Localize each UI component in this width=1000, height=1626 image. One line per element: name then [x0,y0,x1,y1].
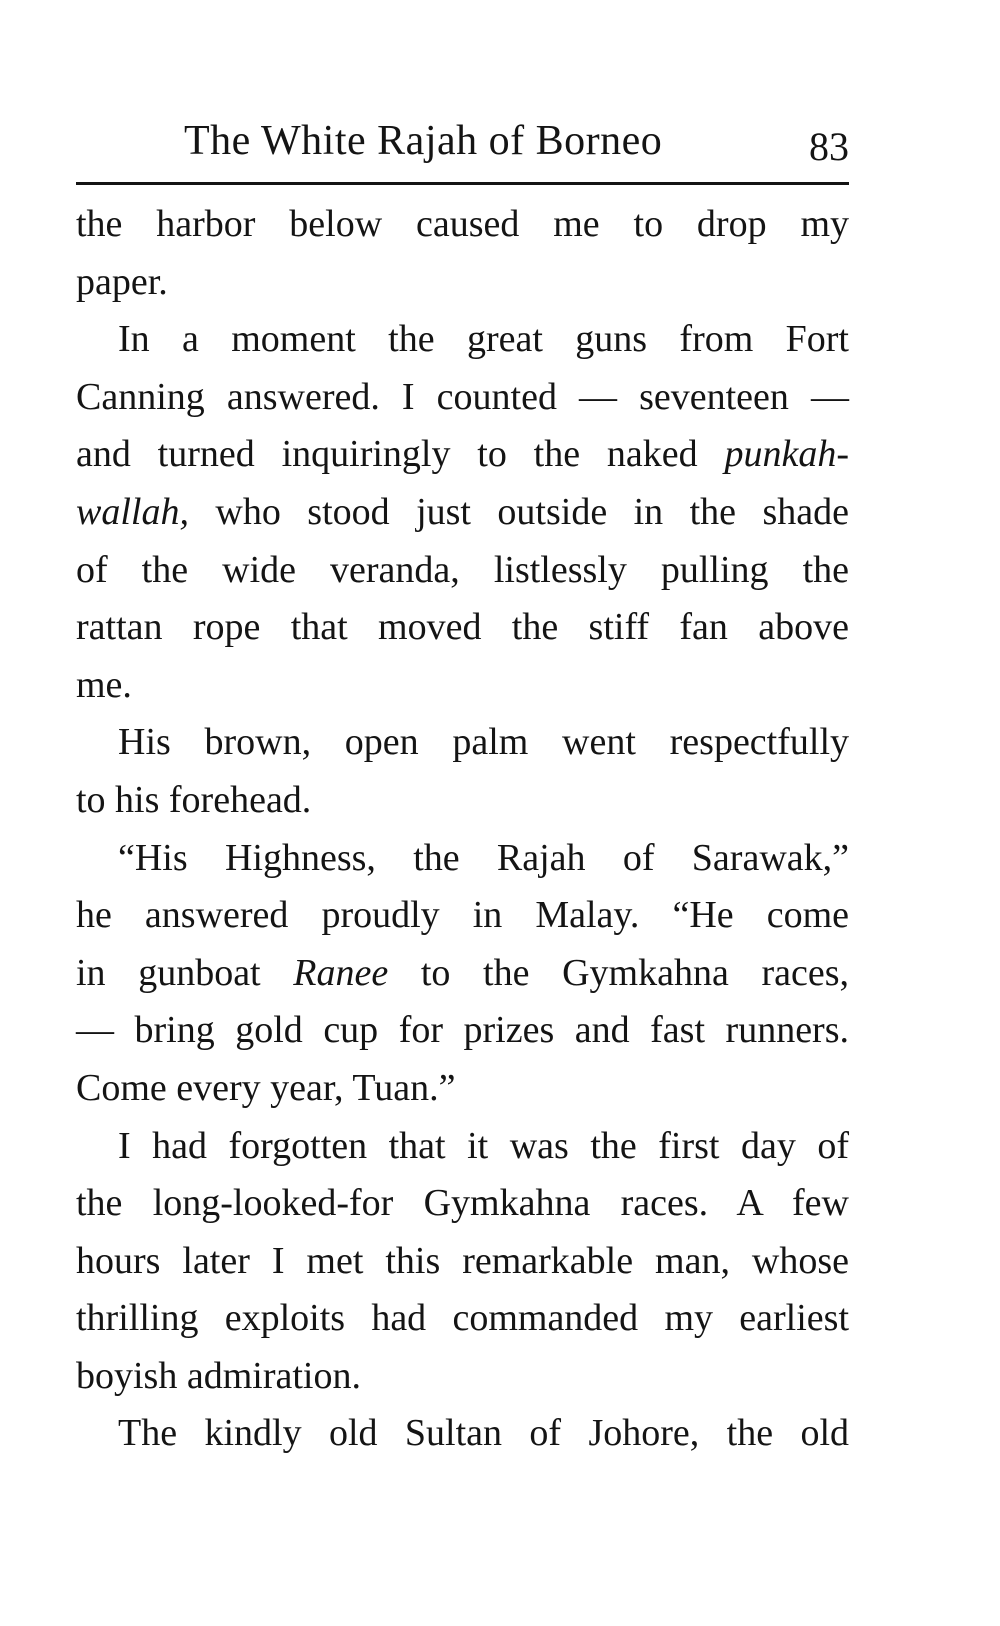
page-number: 83 [809,124,849,169]
italic-word: punkah- [724,433,850,476]
text-line: Canning answered. I counted — seventeen — [76,375,849,418]
text-line: I had forgotten that it was the first day of [118,1124,849,1167]
text-line: of the wide veranda, listlessly pulling the [76,548,849,591]
text-span: who stood just outside in the shade [215,490,849,533]
text-line [76,426,849,484]
book-page [76,110,849,1463]
text-line: he answered proudly in Malay. “He come [76,894,849,937]
running-head [76,110,849,182]
running-title: The White Rajah of Borneo [184,118,663,164]
text-line: In a moment the great guns from Fort [118,318,849,361]
text-line: to his forehead. [76,778,312,821]
text-line: rattan rope that moved the stiff fan above [76,606,849,649]
text-line: — bring gold cup for prizes and fast runners. [76,1009,849,1052]
text-line: the long-looked-for Gymkahna races. A few [76,1182,849,1225]
text-span: in gunboat [76,951,261,994]
italic-word: wallah, [76,490,189,533]
text-span: and turned inquiringly to the naked [76,433,698,476]
text-line: The kindly old Sultan of Johore, the old [118,1412,849,1455]
text-line: the harbor below caused me to drop my [76,203,849,245]
text-line: His brown, open palm went respectfully [118,721,849,764]
header-rule [76,182,849,185]
text-span: to the Gymkahna races, [420,951,850,994]
text-line: me. [76,663,132,706]
text-line: “His Highness, the Rajah of Sarawak,” [118,836,849,879]
text-line: thrilling exploits had commanded my earliest [76,1297,849,1340]
text-line [76,945,849,1003]
text-line: hours later I met this remarkable man, whose [76,1239,849,1282]
text-line: Come every year, Tuan.” [76,1066,456,1109]
body-text [76,196,849,1463]
text-line: boyish admiration. [76,1354,361,1397]
text-line: paper. [76,260,168,303]
text-line [76,484,849,542]
italic-word: Ranee [293,951,389,994]
